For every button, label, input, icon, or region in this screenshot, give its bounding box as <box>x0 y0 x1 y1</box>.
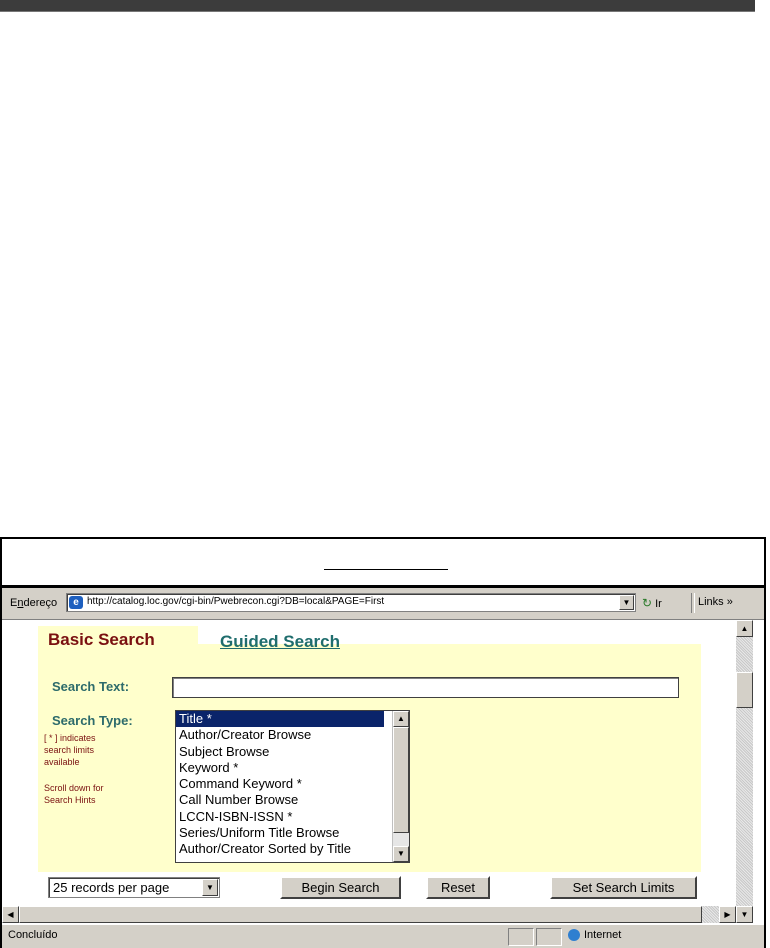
screenshot-frame <box>0 537 766 948</box>
begin-search-button[interactable]: Begin Search <box>280 876 401 899</box>
listbox-scroll-thumb[interactable] <box>393 727 409 833</box>
caption-underline <box>324 569 448 570</box>
search-text-label: Search Text: <box>52 679 130 694</box>
scroll-up-icon[interactable]: ▲ <box>393 711 409 727</box>
status-text: Concluído <box>8 929 58 941</box>
hints-note <box>44 782 104 806</box>
search-type-label: Search Type: <box>52 713 133 728</box>
go-button[interactable] <box>642 596 662 610</box>
address-label: Endereço <box>10 597 58 609</box>
search-type-option[interactable]: Author/Creator Browse <box>179 727 312 743</box>
address-url[interactable]: http://catalog.loc.gov/cgi-bin/Pwebrecon.cgi?DB=local&PAGE=First <box>87 596 385 607</box>
scroll-right-icon[interactable]: ▶ <box>719 906 736 923</box>
status-cell <box>536 928 562 946</box>
search-type-option[interactable]: Command Keyword * <box>179 776 302 792</box>
page-horizontal-scrollbar[interactable] <box>2 906 736 923</box>
search-type-option[interactable]: Series/Uniform Title Browse <box>179 825 340 841</box>
scroll-down-icon[interactable]: ▼ <box>393 846 409 862</box>
records-per-page-select[interactable] <box>48 877 220 898</box>
scroll-up-icon[interactable]: ▲ <box>736 620 753 637</box>
tab-guided-search[interactable]: Guided Search <box>220 632 340 651</box>
caption-area <box>2 539 764 588</box>
limits-note-line: search limits <box>44 745 95 755</box>
scroll-down-icon[interactable]: ▼ <box>736 906 753 923</box>
page-scroll-thumb[interactable] <box>736 672 753 708</box>
address-bar <box>2 588 764 620</box>
search-type-option[interactable]: Subject Browse <box>179 743 270 759</box>
reset-button[interactable]: Reset <box>426 876 490 899</box>
search-type-option[interactable]: Call Number Browse <box>179 792 299 808</box>
set-search-limits-button[interactable]: Set Search Limits <box>550 876 697 899</box>
search-type-option[interactable]: Author/Creator Sorted by Title <box>179 841 351 857</box>
page-vertical-scrollbar[interactable] <box>736 620 753 923</box>
limits-note <box>44 732 96 768</box>
globe-icon <box>568 929 580 941</box>
listbox-scrollbar[interactable] <box>392 711 409 862</box>
search-type-option[interactable]: Title * <box>176 711 384 727</box>
search-type-options <box>176 711 409 858</box>
address-dropdown-icon[interactable]: ▼ <box>619 595 634 610</box>
chevron-down-icon[interactable]: ▼ <box>202 879 218 896</box>
search-type-option[interactable]: LCCN-ISBN-ISSN * <box>179 808 293 824</box>
horizontal-scroll-thumb[interactable] <box>19 906 702 923</box>
toolbar-separator <box>691 593 695 613</box>
hints-note-line: Scroll down for <box>44 783 104 793</box>
tab-basic-search[interactable]: Basic Search <box>48 630 155 649</box>
status-bar <box>2 924 764 948</box>
ie-page-icon: e <box>69 596 83 609</box>
address-field[interactable] <box>66 593 636 612</box>
go-label: Ir <box>655 598 662 610</box>
scroll-left-icon[interactable]: ◀ <box>2 906 19 923</box>
page-content <box>2 620 736 905</box>
search-text-input[interactable] <box>172 677 679 698</box>
search-type-option[interactable]: Keyword * <box>179 759 239 775</box>
zone-indicator <box>568 929 621 941</box>
records-per-page-value: 25 records per page <box>53 880 170 895</box>
status-cell <box>508 928 534 946</box>
limits-note-line: available <box>44 757 80 767</box>
zone-label: Internet <box>584 929 622 941</box>
search-type-listbox[interactable] <box>175 710 410 863</box>
links-button[interactable]: Links » <box>698 596 733 608</box>
hints-note-line: Search Hints <box>44 795 96 805</box>
top-dark-bar <box>0 0 755 12</box>
go-arrow-icon: ↻ <box>642 596 653 610</box>
limits-note-line: [ * ] indicates <box>44 733 96 743</box>
